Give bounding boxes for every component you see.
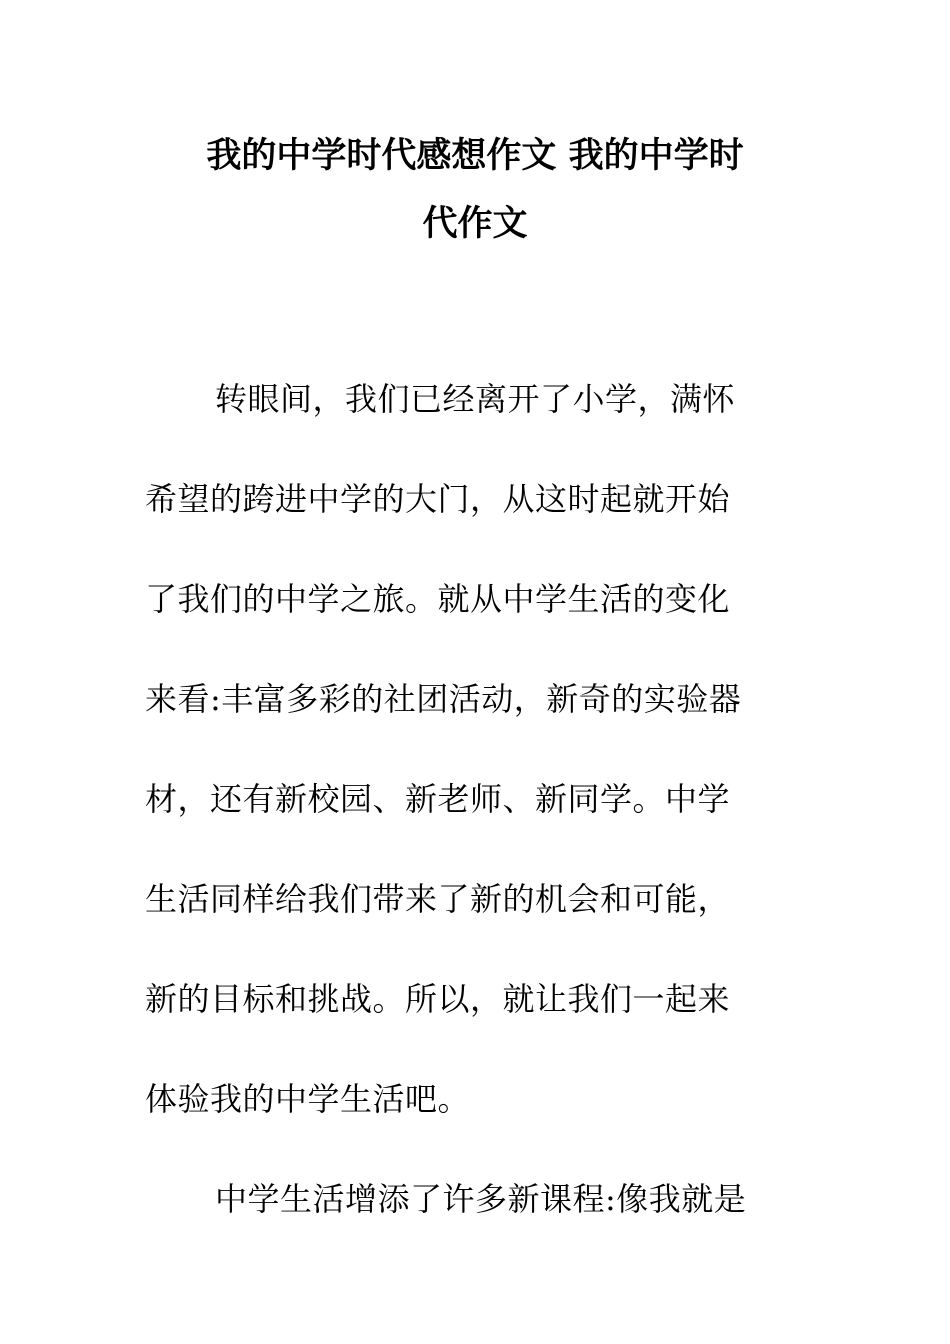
paragraph-1-line-7: 新的目标和挑战。所以，就让我们一起来 [145,980,731,1018]
paragraph-1-line-2: 希望的跨进中学的大门，从这时起就开始 [145,480,731,518]
paragraph-1-line-3: 了我们的中学之旅。就从中学生活的变化 [145,580,731,618]
title-line-1: 我的中学时代感想作文 我的中学时 [206,136,744,176]
paragraph-1-line-4: 来看:丰富多彩的社团活动，新奇的实验器 [145,680,742,718]
paragraph-2-line-1: 中学生活增添了许多新课程:像我就是 [215,1180,747,1218]
paragraph-1-line-1: 转眼间，我们已经离开了小学，满怀 [215,380,736,418]
paragraph-1-line-6: 生活同样给我们带来了新的机会和可能， [145,880,731,918]
paragraph-1-line-5: 材，还有新校园、新老师、新同学。中学 [145,780,731,818]
document-body [145,366,805,1266]
title-line-2: 代作文 [422,204,528,244]
paragraph-1-line-8: 体验我的中学生活吧。 [145,1080,471,1118]
document-title [140,122,810,258]
